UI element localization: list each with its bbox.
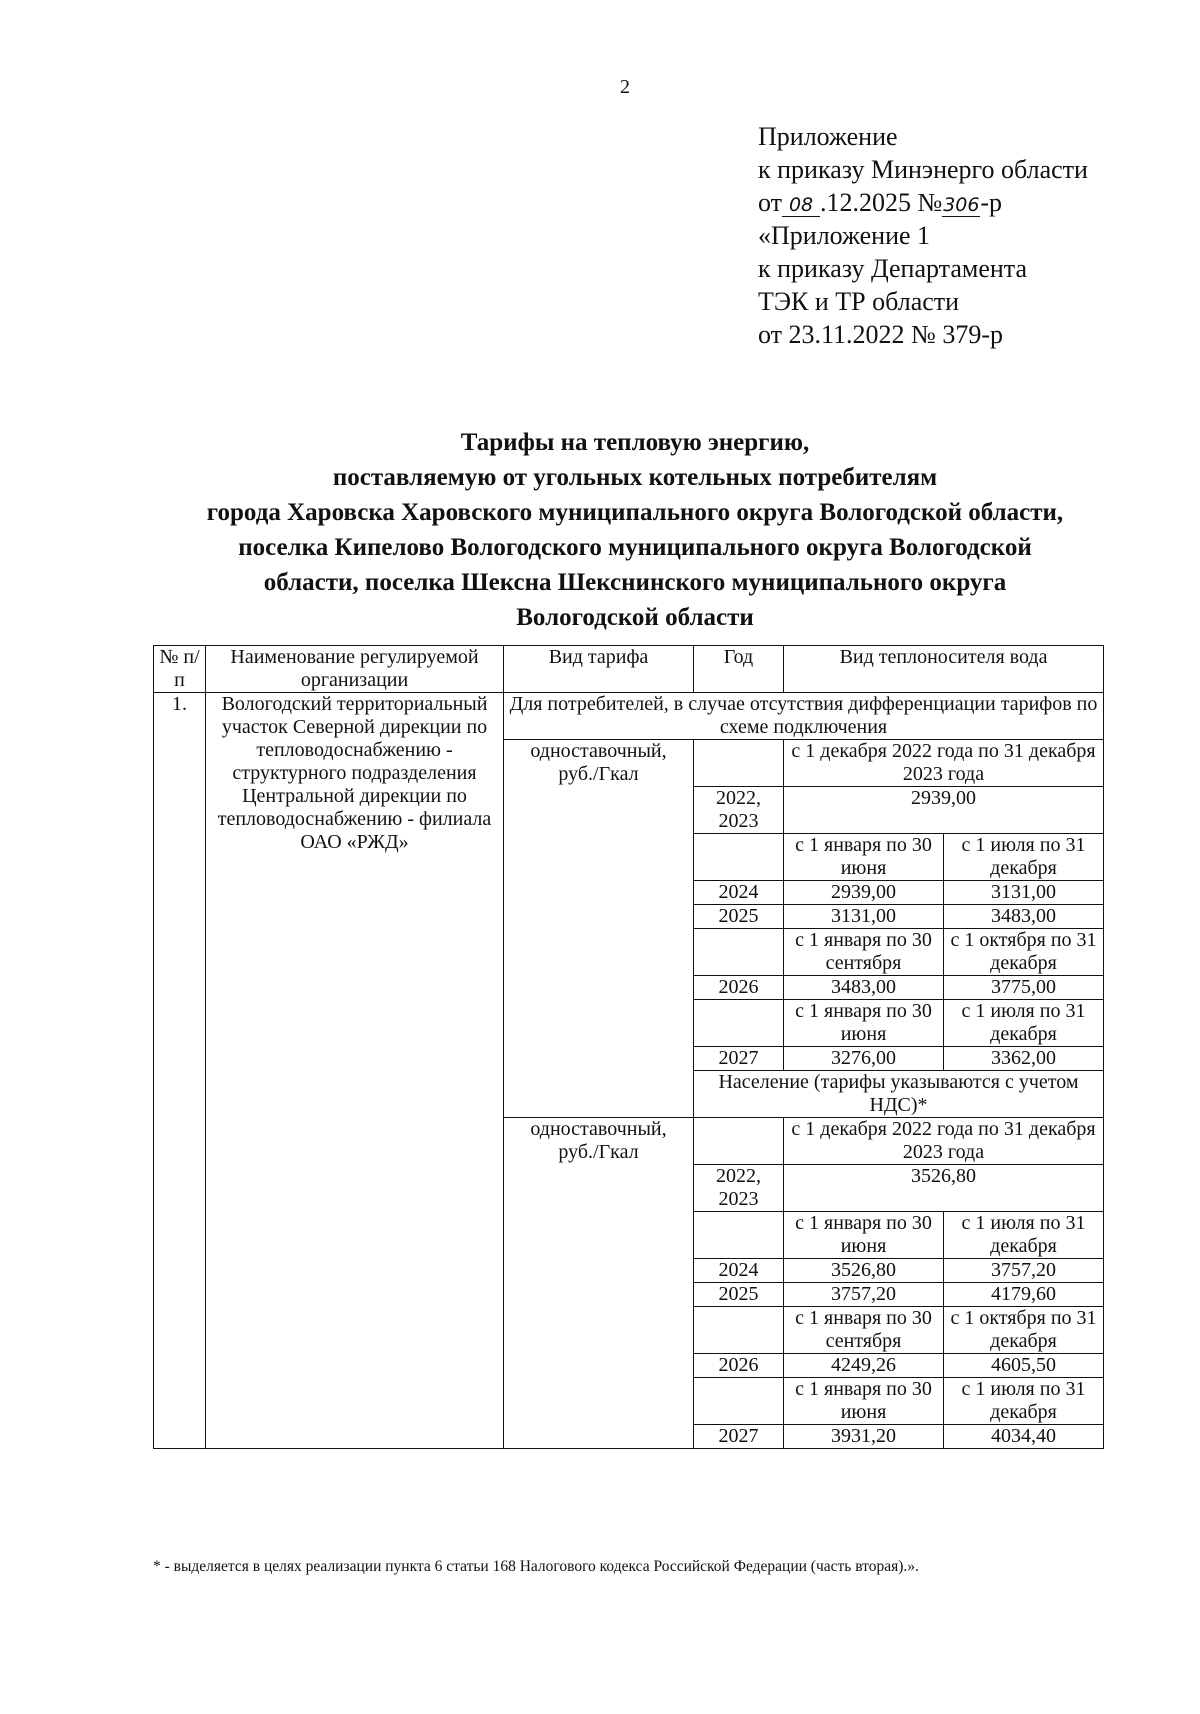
year-cell-empty xyxy=(694,1118,784,1165)
value-cell: 4605,50 xyxy=(944,1354,1104,1378)
appendix-line: от 23.11.2022 № 379-р xyxy=(758,320,1004,349)
period-first-part: с 1 января по 30 сентября xyxy=(784,929,944,976)
header-num: № п/п xyxy=(154,646,206,693)
value-cell: 4034,40 xyxy=(944,1425,1104,1449)
year-cell-empty xyxy=(694,929,784,976)
period-second-part: с 1 октября по 31 декабря xyxy=(944,929,1104,976)
page-number: 2 xyxy=(620,76,630,98)
handwritten-day: 08 xyxy=(782,194,820,217)
order-date-rest: .12.2025 № xyxy=(820,188,943,217)
title-line: города Харовска Харовского муниципального округа Вологодской области, xyxy=(206,499,1064,526)
year-cell-empty xyxy=(694,1212,784,1259)
value-cell: 3483,00 xyxy=(784,976,944,1000)
value-cell: 3757,20 xyxy=(944,1259,1104,1283)
section-title: Население (тарифы указываются с учетом НДС)* xyxy=(694,1071,1104,1118)
value-cell: 3931,20 xyxy=(784,1425,944,1449)
title-line: поселка Кипелово Вологодского муниципального округа Вологодской xyxy=(238,534,1032,561)
header-carrier: Вид теплоносителя вода xyxy=(784,646,1104,693)
period-first-half: с 1 января по 30 июня xyxy=(784,1378,944,1425)
title-line: Тарифы на тепловую энергию, xyxy=(460,429,810,456)
header-year: Год xyxy=(694,646,784,693)
period-2022: с 1 декабря 2022 года по 31 декабря 2023 года xyxy=(784,1118,1104,1165)
value-cell: 3131,00 xyxy=(784,905,944,929)
value-cell: 3775,00 xyxy=(944,976,1104,1000)
handwritten-number: 306 xyxy=(943,194,980,216)
row-number: 1. xyxy=(154,693,206,1449)
title-line: области, поселка Шексна Шекснинского муниципального округа xyxy=(263,569,1007,596)
table-header-row xyxy=(154,646,1104,693)
appendix-line: к приказу Минэнерго области xyxy=(758,155,1088,184)
document-title xyxy=(140,425,1130,635)
section-title-row xyxy=(154,693,1104,740)
period-second-part: с 1 октября по 31 декабря xyxy=(944,1307,1104,1354)
period-second-half: с 1 июля по 31 декабря xyxy=(944,1000,1104,1047)
tariff-table xyxy=(153,645,1104,1449)
organization-name: Вологодский территориальный участок Северной дирекции по тепловодоснабжению - структурного подразделения Центральной дирекции по тепловодоснабжению - филиала ОАО «РЖД» xyxy=(206,693,504,1449)
header-organization: Наименование регулируемой организации xyxy=(206,646,504,693)
title-line: Вологодской области xyxy=(516,604,754,631)
order-prefix: от xyxy=(758,188,783,217)
year-cell: 2027 xyxy=(694,1047,784,1071)
header-tariff-type: Вид тарифа xyxy=(504,646,694,693)
value-2022: 3526,80 xyxy=(784,1165,1104,1212)
year-cell-empty xyxy=(694,1000,784,1047)
year-cell: 2025 xyxy=(694,1283,784,1307)
year-cell: 2027 xyxy=(694,1425,784,1449)
year-cell-empty xyxy=(694,740,784,787)
value-cell: 3131,00 xyxy=(944,881,1104,905)
order-date-line xyxy=(758,186,1088,219)
appendix-header xyxy=(758,120,1088,351)
value-cell: 3757,20 xyxy=(784,1283,944,1307)
section-title: Для потребителей, в случае отсутствия дифференциации тарифов по схеме подключения xyxy=(504,693,1104,740)
year-cell-empty xyxy=(694,834,784,881)
order-suffix: -р xyxy=(980,188,1003,217)
appendix-line: Приложение xyxy=(758,122,898,151)
value-cell: 4249,26 xyxy=(784,1354,944,1378)
year-cell: 2024 xyxy=(694,881,784,905)
value-2022: 2939,00 xyxy=(784,787,1104,834)
appendix-line: к приказу Департамента xyxy=(758,254,1028,283)
year-cell-empty xyxy=(694,1378,784,1425)
value-cell: 3526,80 xyxy=(784,1259,944,1283)
period-second-half: с 1 июля по 31 декабря xyxy=(944,834,1104,881)
value-cell: 3483,00 xyxy=(944,905,1104,929)
period-first-half: с 1 января по 30 июня xyxy=(784,1212,944,1259)
year-cell: 2025 xyxy=(694,905,784,929)
appendix-line: ТЭК и ТР области xyxy=(758,287,960,316)
value-cell: 4179,60 xyxy=(944,1283,1104,1307)
value-cell: 2939,00 xyxy=(784,881,944,905)
year-cell: 2022, 2023 xyxy=(694,1165,784,1212)
year-cell-empty xyxy=(694,1307,784,1354)
period-first-half: с 1 января по 30 июня xyxy=(784,1000,944,1047)
year-cell: 2026 xyxy=(694,976,784,1000)
year-cell: 2026 xyxy=(694,1354,784,1378)
footnote: * - выделяется в целях реализации пункта 6 статьи 168 Налогового кодекса Российской Федерации (часть вторая).». xyxy=(153,1558,919,1575)
tariff-type: одноставочный, руб./Гкал xyxy=(504,1118,694,1449)
value-cell: 3276,00 xyxy=(784,1047,944,1071)
period-second-half: с 1 июля по 31 декабря xyxy=(944,1212,1104,1259)
appendix-line: «Приложение 1 xyxy=(758,221,931,250)
period-2022: с 1 декабря 2022 года по 31 декабря 2023 года xyxy=(784,740,1104,787)
value-cell: 3362,00 xyxy=(944,1047,1104,1071)
year-cell: 2022, 2023 xyxy=(694,787,784,834)
year-cell: 2024 xyxy=(694,1259,784,1283)
period-first-half: с 1 января по 30 июня xyxy=(784,834,944,881)
tariff-type: одноставочный, руб./Гкал xyxy=(504,740,694,1118)
title-line: поставляемую от угольных котельных потребителям xyxy=(332,464,938,491)
period-first-part: с 1 января по 30 сентября xyxy=(784,1307,944,1354)
period-second-half: с 1 июля по 31 декабря xyxy=(944,1378,1104,1425)
